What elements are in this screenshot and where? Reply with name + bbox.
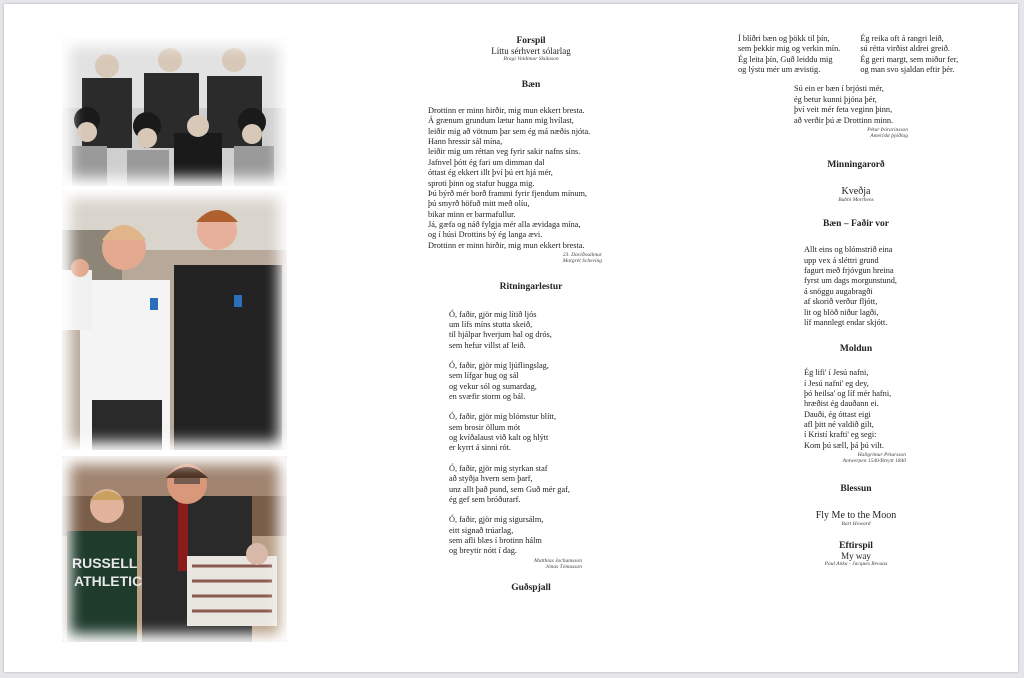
- hymn-credit-1: Pétur Þórarinsson: [867, 126, 908, 133]
- ritningarlestur-heading: Ritningarlestur: [499, 281, 563, 292]
- forspil-heading: Forspil: [516, 36, 546, 46]
- gudspjall-heading: Guðspjall: [511, 583, 551, 594]
- hymn-verse-2: Ég reika oft á rangri leið, sú rétta virðist aldrei greið. Ég geri margt, sem miður fer, og man svo sjaldan eftir þér.: [860, 34, 959, 75]
- kvedja-author: Bubbi Morthens: [838, 197, 874, 204]
- baen-heading: Bæn: [521, 80, 541, 90]
- moldun-heading: Moldun: [839, 344, 873, 355]
- baen-credit-1: 23. Davíðssálmur: [562, 252, 602, 259]
- fadir-vor-heading: Bæn – Faðir vor: [822, 219, 890, 230]
- baen-credit-2: Margrét Scheving: [562, 258, 602, 265]
- stanza: Ó, faðir, gjör mig ljúflingslag, sem lífgar hug og sál og vekur sól og sumardag, en svæfir storm og bál.: [449, 360, 549, 402]
- stanza: Ó, faðir, gjör mig styrkan staf að styðja hvern sem þarf, unz allt það pund, sem Guð mér gaf, ég gef sem bróðurarf.: [449, 463, 570, 504]
- forspil-title: Líttu sérhvert sólarlag: [491, 46, 571, 56]
- middle-column: [390, 34, 672, 593]
- svg-text:ATHLETIC: ATHLETIC: [74, 573, 143, 589]
- event-photo: [62, 190, 287, 450]
- kvedja-title: Kveðja: [841, 186, 871, 198]
- hymn-verse-1: Í blíðri bæn og þökk til þín, sem þekkir mig og verkin mín. Ég leita þín, Guð leiddu mig og lýstu mér um ævistig.: [738, 34, 841, 75]
- ritningarlestur-credit-2: Jónas Tómasson: [545, 563, 582, 570]
- shirt-print: RUSSELL: [72, 555, 138, 571]
- fadir-vor-text: Allt eins og blómstrið eina upp vex á sléttri grund fagurt með frjóvgun hreina fyrst um dags morgunstund, á snöggu augabragði af skorið verður fljótt, lit og blöð niður lagði, líf mannlegt endar skjótt.: [804, 245, 897, 327]
- stanza: Ó, faðir, gjör mig sigursálm, eitt signað trúarlag, sem afli blæs í brotinn hálm og breytir nótt í dag.: [449, 515, 544, 556]
- stanza: Ó, faðir, gjör mig lítið ljós um lífs míns stutta skeið, til hjálpar hverjum hal og drós, sem hefur villst af leið.: [449, 309, 552, 350]
- fly-author: Bart Howard: [841, 520, 871, 527]
- moldun-credit-1: Hallgrímur Pétursson: [857, 452, 906, 459]
- memorial-program-page: [4, 4, 1018, 672]
- fly-title: Fly Me to the Moon: [815, 509, 897, 521]
- ritningarlestur-poem: [449, 310, 672, 557]
- baen-text: Drottinn er minn hirðir, mig mun ekkert bresta. Á grænum grundum lætur hann mig hvílast, leiðir mig að vötnum þar sem ég má næðis njóta. Hann hressir sál mína, leiðir mig um réttan veg fyrir sakir nafns síns. Jafnvel þótt ég fari um dimman dal óttast ég ekkert illt því þú ert hjá mér, sproti þinn og stafur hugga mig. Þú býrð mér borð frammi fyrir fjendum mínum, þú smyrð höfuð mitt með olíu, bikar minn er barmafullur. Já, gæfa og náð fylgja mér alla ævidaga mína, og í húsi Drottins bý ég langa ævi. Drottinn er minn hirðir, mig mun ekkert bresta.: [428, 106, 591, 250]
- eftirspil-heading: Eftirspil: [839, 540, 873, 551]
- minningarord-heading: Minningarorð: [827, 160, 885, 171]
- forspil-author: Bragi Valdimar Skúlason: [503, 56, 559, 62]
- ritningarlestur-credit-1: Matthías Jochumsson: [534, 557, 582, 564]
- hymn-credit-2: Amerískt þjóðlag: [870, 133, 908, 140]
- blessun-heading: Blessun: [840, 483, 872, 494]
- moldun-credit-2: Antwerpen 1540/Breytt 1840: [842, 458, 906, 465]
- family-photo: [62, 456, 287, 642]
- stanza: Ó, faðir, gjör mig blómstur blítt, sem brosir öllum mót og kvíðalaust við kalt og hlýtt er kyrrt á sinni rót.: [449, 412, 557, 453]
- eftirspil-author: Paul Anka - Jacques Revaux: [824, 560, 888, 567]
- hymn-verse-3: Sú ein er bæn í brjósti mér, ég betur kunni þjóna þér, því veit mér feta veginn þinn, að verðir þú æ Drottinn minn.: [794, 84, 894, 125]
- group-photo-bw: [62, 38, 287, 186]
- right-column: [724, 34, 988, 567]
- moldun-text: Ég lifi' í Jesú nafni, í Jesú nafni' eg dey, þó heilsa' og líf mér hafni, hræðist ég dauðann ei. Dauði, ég óttast eigi afl þitt né valdið gilt, í Kristí krafti' eg segi: Kom þú sæll, þá þú vilt.: [804, 368, 892, 450]
- eftirspil-title: My way: [841, 550, 871, 561]
- hymn-verses: [738, 34, 988, 75]
